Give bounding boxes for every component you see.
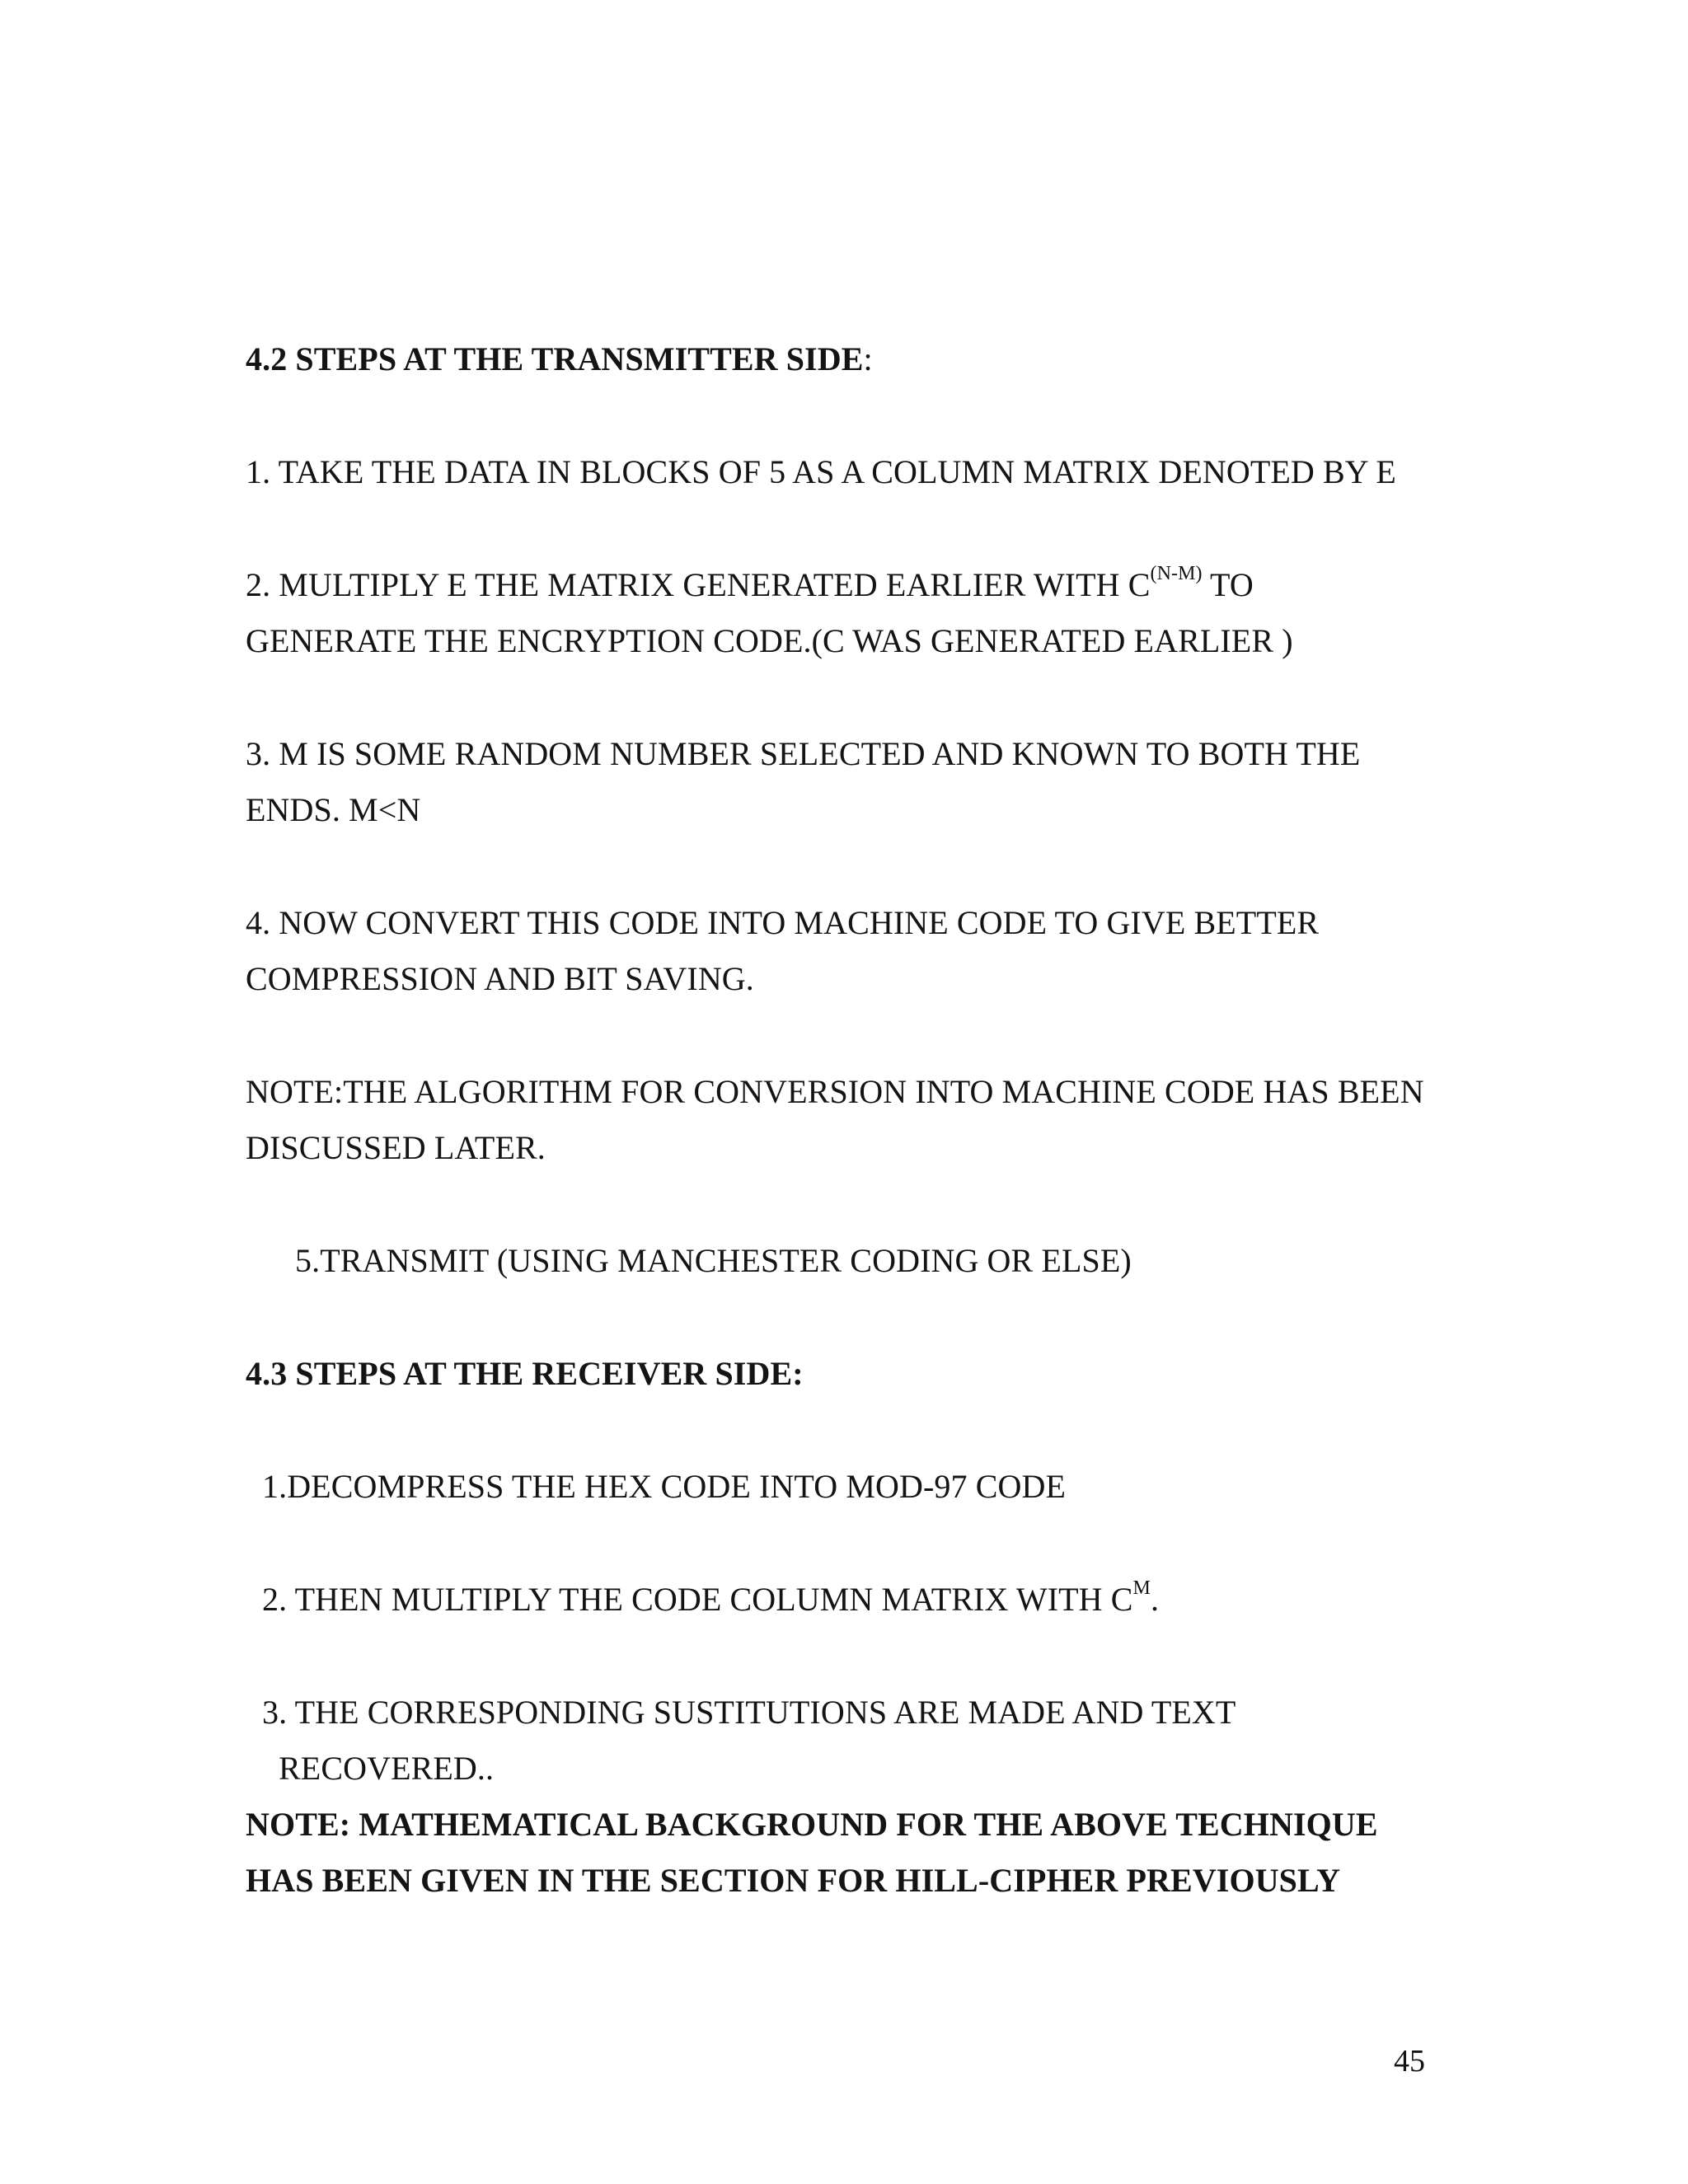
receiver-step-2 [262, 1578, 1159, 1621]
transmitter-step-4-line-2: COMPRESSION AND BIT SAVING. [246, 960, 754, 997]
transmitter-step-4-line-1: 4. NOW CONVERT THIS CODE INTO MACHINE CODE TO GIVE BETTER [246, 904, 1320, 941]
receiver-step-3-line-1: 3. THE CORRESPONDING SUSTITUTIONS ARE MADE AND TEXT [262, 1694, 1236, 1731]
transmitter-step-3-line-2: ENDS. M<N [246, 791, 421, 828]
receiver-step-2-period: . [1150, 1581, 1160, 1618]
transmitter-step-2-line-1 [246, 564, 1254, 607]
transmitter-step-2-text-end: TO [1202, 566, 1254, 603]
transmitter-step-2-line-2: GENERATE THE ENCRYPTION CODE.(C WAS GENERATED EARLIER ) [246, 622, 1293, 659]
transmitter-step-2-superscript: (N-M) [1150, 563, 1203, 584]
receiver-step-2-text: 2. THEN MULTIPLY THE CODE COLUMN MATRIX WITH C [262, 1581, 1133, 1618]
receiver-step-2-superscript: M [1132, 1577, 1151, 1599]
transmitter-heading-colon: : [863, 340, 873, 377]
transmitter-section-heading [246, 338, 873, 381]
transmitter-note-line-2: DISCUSSED LATER. [246, 1129, 546, 1166]
page-number: 45 [1394, 2044, 1425, 2079]
transmitter-step-5: 5.TRANSMIT (USING MANCHESTER CODING OR ELSE) [295, 1242, 1132, 1279]
transmitter-step-1: 1. TAKE THE DATA IN BLOCKS OF 5 AS A COLUMN MATRIX DENOTED BY E [246, 453, 1396, 490]
receiver-step-1: 1.DECOMPRESS THE HEX CODE INTO MOD-97 CODE [262, 1468, 1066, 1505]
transmitter-step-3-line-1: 3. M IS SOME RANDOM NUMBER SELECTED AND KNOWN TO BOTH THE [246, 735, 1361, 772]
receiver-note-line-2: HAS BEEN GIVEN IN THE SECTION FOR HILL-CIPHER PREVIOUSLY [246, 1862, 1341, 1899]
receiver-note-line-1: NOTE: MATHEMATICAL BACKGROUND FOR THE ABOVE TECHNIQUE [246, 1806, 1378, 1843]
transmitter-step-2-text: 2. MULTIPLY E THE MATRIX GENERATED EARLIER WITH C [246, 566, 1151, 603]
receiver-section-heading: 4.3 STEPS AT THE RECEIVER SIDE: [246, 1355, 804, 1392]
transmitter-note-line-1: NOTE:THE ALGORITHM FOR CONVERSION INTO MACHINE CODE HAS BEEN [246, 1073, 1424, 1110]
transmitter-heading-text: 4.2 STEPS AT THE TRANSMITTER SIDE [246, 340, 864, 377]
receiver-step-3-line-2: RECOVERED.. [279, 1750, 495, 1787]
